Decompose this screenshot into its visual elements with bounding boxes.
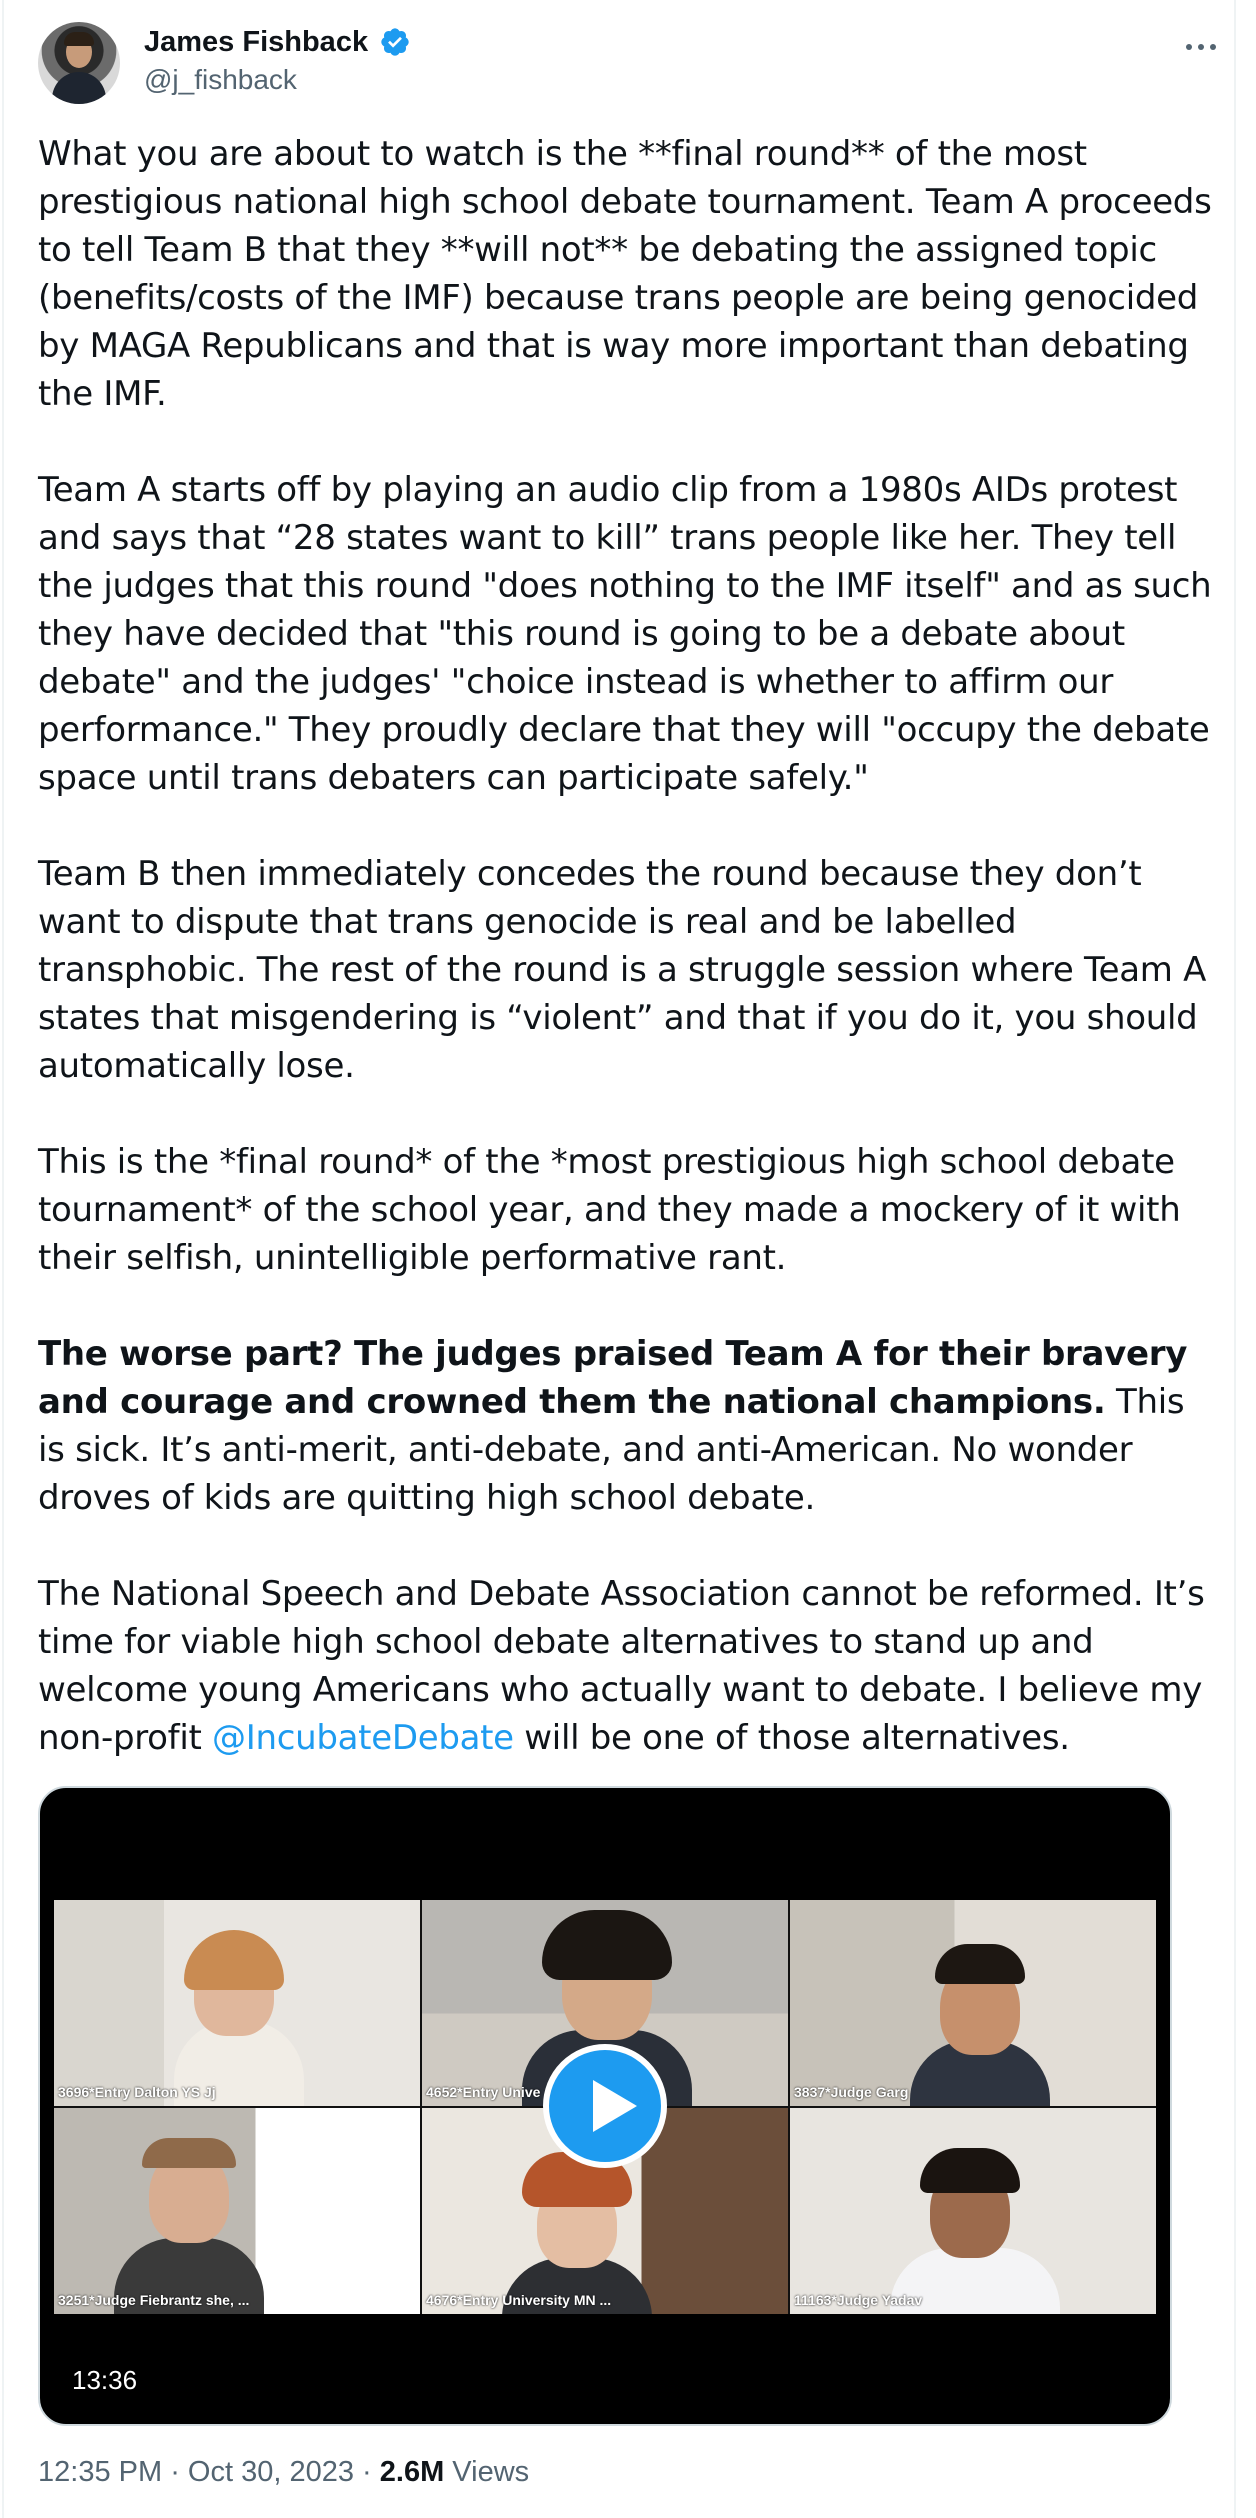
- separator: ·: [162, 2456, 188, 2488]
- more-options-icon[interactable]: [1186, 32, 1216, 62]
- tweet-paragraph: What you are about to watch is the **final round** of the most prestigious national high school debate tournament. Team A proceeds to tell Team B that they **will not** be debating the assigned topic (benefits/costs of the IMF) because trans people are being genocided by MAGA Republicans and that is way more important than debating the IMF.: [38, 134, 1212, 414]
- tweet-paragraph: Team B then immediately concedes the round because they don’t want to dispute that trans genocide is real and be labelled transphobic. The rest of the round is a struggle session where Team A states that misgendering is “violent” and that if you do it, you should automatically lose.: [38, 854, 1207, 1086]
- participant-label: 4676*Entry University MN ...: [426, 2292, 612, 2308]
- author-block: [144, 24, 411, 98]
- tweet-meta: [38, 2456, 529, 2489]
- views-label: Views: [444, 2456, 530, 2488]
- right-border: [1234, 0, 1236, 2518]
- tweet-paragraph: [38, 1570, 1218, 1762]
- video-duration: 13:36: [62, 2361, 147, 2400]
- video-player[interactable]: [38, 1786, 1172, 2426]
- participant-label: 3251*Judge Fiebrantz she, ...: [58, 2292, 250, 2308]
- tweet-date[interactable]: Oct 30, 2023: [187, 2456, 354, 2488]
- video-tile: [790, 2108, 1156, 2314]
- emphasis-text: The worse part? The judges praised Team A for their bravery and courage and crowned them the national champions.: [38, 1334, 1188, 1422]
- tweet-header: [38, 20, 1218, 110]
- views-count: 2.6M: [379, 2456, 445, 2488]
- verified-badge-icon: [379, 26, 411, 58]
- tweet-paragraph: This is the *final round* of the *most prestigious high school debate tournament* of the school year, and they made a mockery of it with their selfish, unintelligible performative rant.: [38, 1142, 1181, 1278]
- participant-label: 4652*Entry Unive: [426, 2084, 541, 2100]
- mention-link[interactable]: @IncubateDebate: [212, 1718, 514, 1758]
- display-name[interactable]: James Fishback: [144, 26, 369, 58]
- video-tile: [54, 2108, 420, 2314]
- left-border: [2, 0, 4, 2518]
- video-tile: [54, 1900, 420, 2106]
- tweet-paragraph: Team A starts off by playing an audio clip from a 1980s AIDs protest and says that “28 states want to kill” trans people like her. They tell the judges that this round "does nothing to the IMF itself" and as such they have decided that "this round is going to be a debate about debate" and the judges' "choice instead is whether to affirm our performance." They proudly declare that they will "occupy the debate space until trans debaters can participate safely.": [38, 470, 1212, 798]
- separator: ·: [353, 2456, 380, 2488]
- paragraph-text: will be one of those alternatives.: [513, 1718, 1070, 1758]
- participant-label: 11163*Judge Yadav: [794, 2292, 923, 2308]
- tweet-paragraph: [38, 1330, 1218, 1522]
- play-icon[interactable]: [543, 2044, 667, 2168]
- paragraph-text: This is sick. It’s anti-merit, anti-debate, and anti-American. No wonder droves of kids are quitting high school debate.: [38, 1382, 1185, 1518]
- tweet-text: [38, 130, 1218, 1762]
- handle[interactable]: @j_fishback: [144, 64, 297, 95]
- participant-label: 3837*Judge Garg: [794, 2084, 909, 2100]
- video-tile: [790, 1900, 1156, 2106]
- tweet-time[interactable]: 12:35 PM: [38, 2456, 163, 2488]
- paragraph-text: The National Speech and Debate Association cannot be reformed. It’s time for viable high school debate alternatives to stand up and welcome young Americans who actually want to debate. I believe my non-profit: [38, 1574, 1205, 1758]
- avatar[interactable]: [38, 22, 120, 104]
- participant-label: 3696*Entry Dalton YS Jj: [58, 2084, 216, 2100]
